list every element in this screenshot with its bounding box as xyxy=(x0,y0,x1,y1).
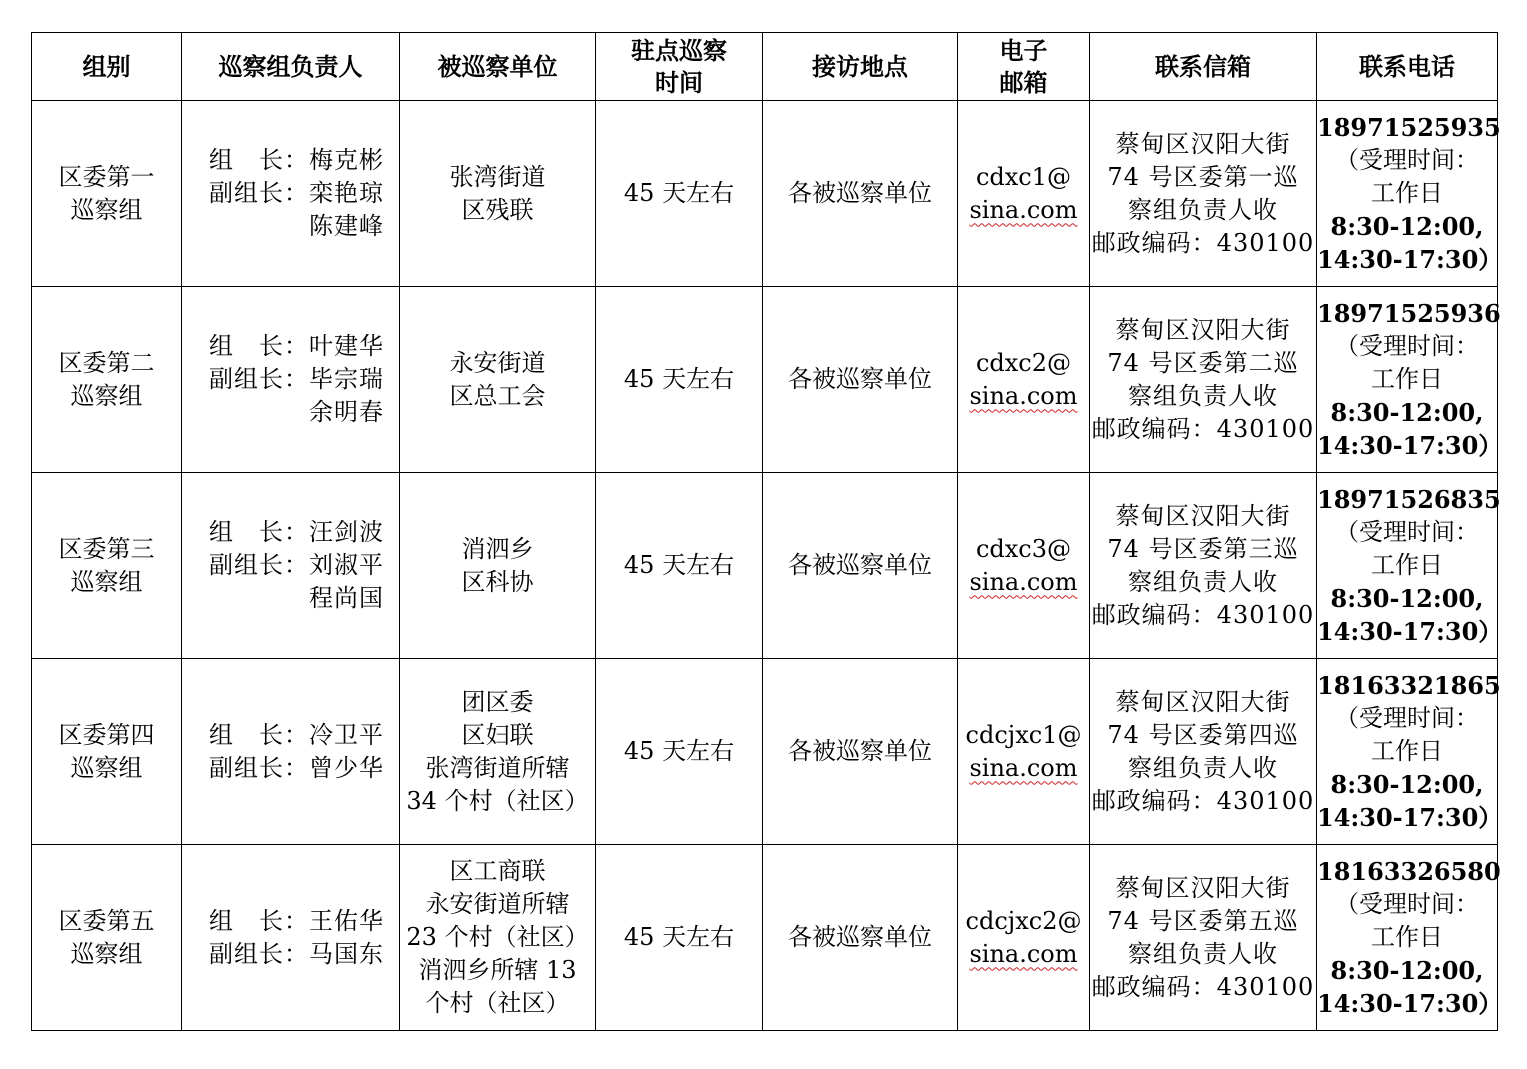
phone-cell: 18971525936 （受理时间： 工作日 8:30-12:00, 14:30-17:30） xyxy=(1317,287,1498,473)
email-cell: cdcjxc2@ sina.com xyxy=(958,845,1090,1031)
table-row xyxy=(32,101,1498,287)
leader-cell: 组 长：王佑华 副组长：马国东 xyxy=(182,845,400,1031)
header-unit: 被巡察单位 xyxy=(400,33,596,101)
email-domain: sina.com xyxy=(969,195,1078,224)
mail-cell: 蔡甸区汉阳大街 74 号区委第五巡 察组负责人收 邮政编码：430100 xyxy=(1090,845,1317,1031)
table-row xyxy=(32,287,1498,473)
group-cell: 区委第二 巡察组 xyxy=(32,287,182,473)
email-cell: cdcjxc1@ sina.com xyxy=(958,659,1090,845)
table-row xyxy=(32,845,1498,1031)
email-domain: sina.com xyxy=(969,381,1078,410)
unit-cell: 区工商联 永安街道所辖 23 个村（社区） 消泗乡所辖 13 个村（社区） xyxy=(400,845,596,1031)
group-cell: 区委第三 巡察组 xyxy=(32,473,182,659)
email-domain: sina.com xyxy=(969,753,1078,782)
header-mail: 联系信箱 xyxy=(1090,33,1317,101)
time-cell: 45 天左右 xyxy=(596,659,763,845)
leader-cell: 组 长：叶建华 副组长：毕宗瑞 余明春 xyxy=(182,287,400,473)
group-cell: 区委第一 巡察组 xyxy=(32,101,182,287)
place-cell: 各被巡察单位 xyxy=(763,287,958,473)
unit-cell: 消泗乡 区科协 xyxy=(400,473,596,659)
phone-cell: 18163321865 （受理时间： 工作日 8:30-12:00, 14:30-17:30） xyxy=(1317,659,1498,845)
email-cell: cdxc2@ sina.com xyxy=(958,287,1090,473)
mail-cell: 蔡甸区汉阳大街 74 号区委第四巡 察组负责人收 邮政编码：430100 xyxy=(1090,659,1317,845)
inspection-groups-table xyxy=(31,32,1503,1031)
group-cell: 区委第四 巡察组 xyxy=(32,659,182,845)
unit-cell: 张湾街道 区残联 xyxy=(400,101,596,287)
email-domain: sina.com xyxy=(969,567,1078,596)
table-row xyxy=(32,659,1498,845)
place-cell: 各被巡察单位 xyxy=(763,659,958,845)
leader-cell: 组 长：汪剑波 副组长：刘淑平 程尚国 xyxy=(182,473,400,659)
email-cell: cdxc1@ sina.com xyxy=(958,101,1090,287)
time-cell: 45 天左右 xyxy=(596,287,763,473)
place-cell: 各被巡察单位 xyxy=(763,101,958,287)
header-email: 电子 邮箱 xyxy=(958,33,1090,101)
mail-cell: 蔡甸区汉阳大街 74 号区委第一巡 察组负责人收 邮政编码：430100 xyxy=(1090,101,1317,287)
leader-cell: 组 长：梅克彬 副组长：栾艳琼 陈建峰 xyxy=(182,101,400,287)
time-cell: 45 天左右 xyxy=(596,845,763,1031)
unit-cell: 永安街道 区总工会 xyxy=(400,287,596,473)
mail-cell: 蔡甸区汉阳大街 74 号区委第三巡 察组负责人收 邮政编码：430100 xyxy=(1090,473,1317,659)
email-domain: sina.com xyxy=(969,939,1078,968)
time-cell: 45 天左右 xyxy=(596,473,763,659)
header-group: 组别 xyxy=(32,33,182,101)
place-cell: 各被巡察单位 xyxy=(763,473,958,659)
header-leader: 巡察组负责人 xyxy=(182,33,400,101)
group-cell: 区委第五 巡察组 xyxy=(32,845,182,1031)
unit-cell: 团区委 区妇联 张湾街道所辖 34 个村（社区） xyxy=(400,659,596,845)
time-cell: 45 天左右 xyxy=(596,101,763,287)
header-time: 驻点巡察 时间 xyxy=(596,33,763,101)
header-phone: 联系电话 xyxy=(1317,33,1498,101)
email-cell: cdxc3@ sina.com xyxy=(958,473,1090,659)
phone-cell: 18971525935 （受理时间： 工作日 8:30-12:00, 14:30-17:30） xyxy=(1317,101,1498,287)
phone-cell: 18971526835 （受理时间： 工作日 8:30-12:00, 14:30-17:30） xyxy=(1317,473,1498,659)
mail-cell: 蔡甸区汉阳大街 74 号区委第二巡 察组负责人收 邮政编码：430100 xyxy=(1090,287,1317,473)
header-place: 接访地点 xyxy=(763,33,958,101)
leader-cell: 组 长：冷卫平 副组长：曾少华 xyxy=(182,659,400,845)
header-row xyxy=(32,33,1498,101)
phone-cell: 18163326580 （受理时间： 工作日 8:30-12:00, 14:30-17:30） xyxy=(1317,845,1498,1031)
table-row xyxy=(32,473,1498,659)
place-cell: 各被巡察单位 xyxy=(763,845,958,1031)
